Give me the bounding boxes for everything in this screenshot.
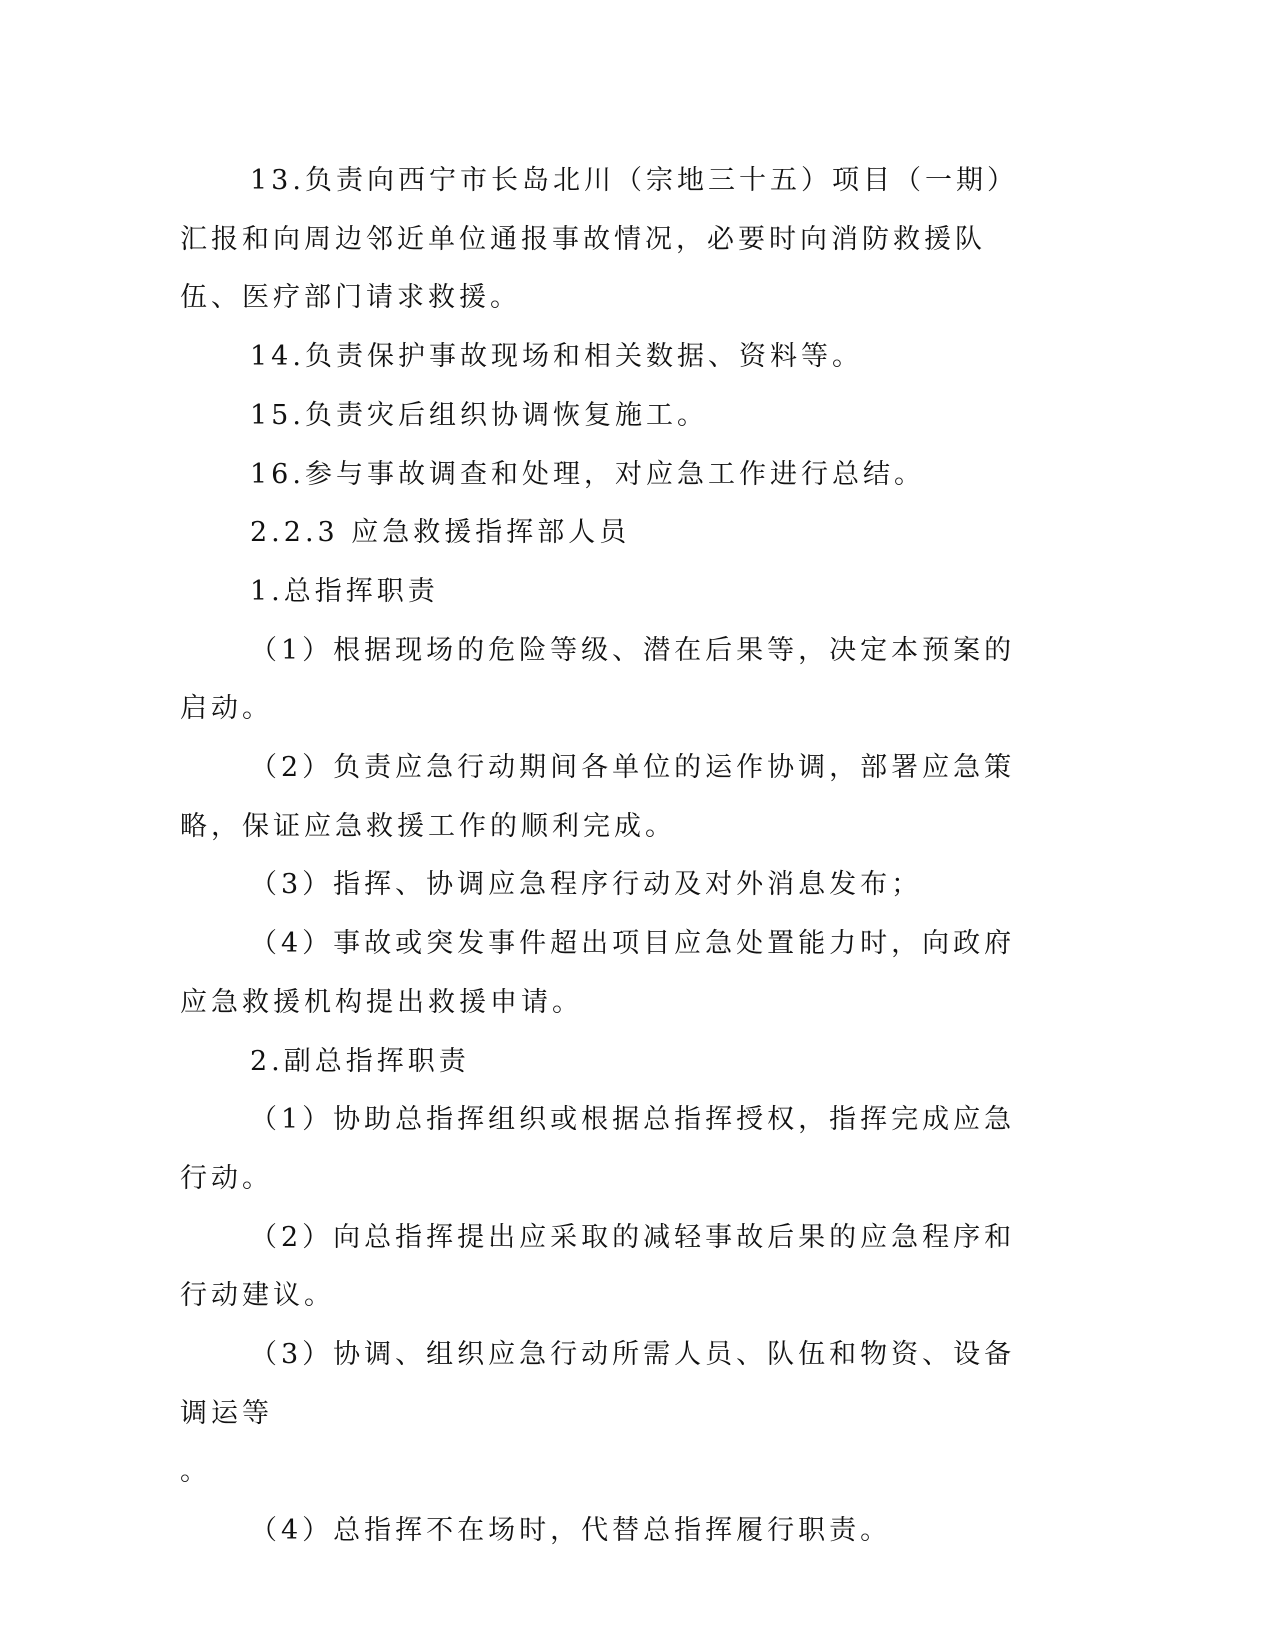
deputy-duty-3: （3）协调、组织应急行动所需人员、队伍和物资、设备调运等 [180,1339,1016,1429]
document-body [180,152,1040,1561]
commander-duty-3: （3）指挥、协调应急程序行动及对外消息发布； [250,869,923,901]
deputy-duty-2: （2）向总指挥提出应采取的减轻事故后果的应急程序和行动建议。 [180,1221,1016,1312]
commander-duty-1: （1）根据现场的危险等级、潜在后果等，决定本预案的启动。 [180,634,1016,725]
paragraph-item-13: 13.负责向西宁市长岛北川（宗地三十五）项目（一期）汇报和向周边邻近单位通报事故情况，必要时向消防救援队伍、医疗部门请求救援。 [180,165,1018,314]
deputy-duty-1: （1）协助总指挥组织或根据总指挥授权，指挥完成应急行动。 [180,1104,1016,1194]
section-heading-2-2-3: 2.2.3 应急救援指挥部人员 [250,517,631,549]
paragraph-item-16: 16.参与事故调查和处理，对应急工作进行总结。 [250,458,925,490]
commander-duty-2: （2）负责应急行动期间各单位的运作协调，部署应急策略，保证应急救援工作的顺利完成。 [180,752,1016,842]
subheading-deputy-commander-duties: 2.副总指挥职责 [250,1045,470,1077]
deputy-duty-3-tail: 。 [180,1456,211,1488]
paragraph-item-14: 14.负责保护事故现场和相关数据、资料等。 [250,341,863,373]
deputy-duty-4: （4）总指挥不在场时，代替总指挥履行职责。 [250,1515,892,1547]
commander-duty-4: （4）事故或突发事件超出项目应急处置能力时，向政府应急救援机构提出救援申请。 [180,928,1016,1018]
paragraph-item-15: 15.负责灾后组织协调恢复施工。 [250,399,708,431]
subheading-commander-duties: 1.总指挥职责 [250,575,439,607]
